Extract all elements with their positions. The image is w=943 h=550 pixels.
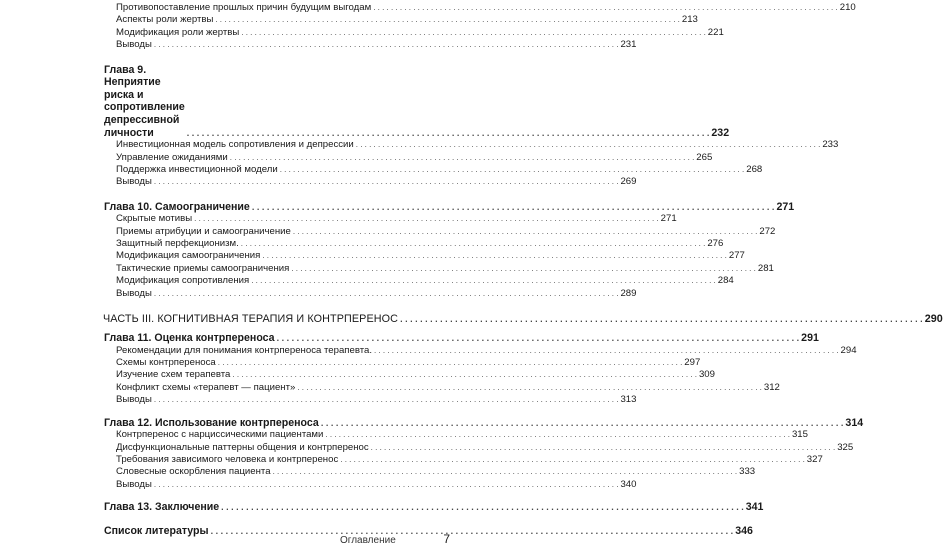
part-page: 290 — [924, 313, 943, 326]
dot-leader — [356, 139, 821, 151]
toc-entry[interactable] — [104, 163, 763, 176]
toc-entry-page: 210 — [839, 2, 856, 13]
chapter-title-line-2: депрессивной личности — [104, 113, 180, 139]
toc-entry-title: Схемы контрпереноса — [116, 357, 216, 368]
toc-entry[interactable] — [104, 39, 637, 51]
toc-entry-title: Модификация роли жертвы — [116, 26, 240, 38]
toc-entry-title: Выводы — [116, 478, 152, 490]
toc-entry-title: Скрытые мотивы — [116, 213, 193, 225]
toc-entry-title: Модификация сопротивления — [116, 275, 250, 287]
toc-entry-page: 276 — [707, 238, 724, 250]
toc-entry-page: 271 — [660, 213, 677, 225]
toc-entry-page: 297 — [684, 357, 701, 368]
toc-entry-title: Приемы атрибуции и самоограничение — [116, 225, 291, 237]
toc-entry-title: Поддержка инвестиционной модели — [116, 163, 278, 175]
dot-leader — [277, 332, 800, 345]
toc-entry[interactable] — [104, 262, 774, 275]
toc-entry-title: Конфликт схемы «терапевт — пациент» — [116, 381, 296, 393]
toc-entry[interactable] — [104, 139, 839, 151]
toc-entry-page: 265 — [696, 151, 713, 163]
toc-chapter-9[interactable] — [104, 63, 730, 140]
toc-entry-title: Требования зависимого человека и контрперенос — [116, 453, 339, 465]
part-title — [103, 313, 398, 326]
toc-entry-page: 333 — [739, 466, 756, 478]
dot-leader — [400, 313, 923, 326]
table-of-contents — [103, 2, 943, 537]
toc-entry-page: 269 — [620, 176, 637, 188]
toc-entry-page: 289 — [620, 287, 637, 299]
toc-entry-page: 281 — [757, 262, 774, 274]
dot-leader — [373, 2, 838, 14]
toc-entry[interactable] — [104, 275, 734, 287]
dot-leader — [187, 127, 710, 140]
toc-entry-title: Рекомендации для понимания контрпереноса терапевта. — [116, 344, 372, 356]
toc-entry-title: Тактические приемы самоограничения — [116, 262, 290, 274]
toc-entry-title: Противопоставление прошлых причин будущим выгодам — [116, 2, 372, 13]
dot-leader — [232, 369, 697, 381]
dot-leader — [291, 263, 756, 275]
chapter-page: 314 — [845, 416, 864, 429]
dot-leader — [154, 479, 619, 491]
dot-leader — [154, 288, 619, 300]
toc-entry[interactable] — [104, 357, 701, 369]
footer-label: Оглавление — [340, 535, 396, 546]
toc-entry[interactable] — [104, 213, 677, 225]
toc-entry-page: 312 — [763, 381, 780, 393]
chapter-title — [104, 64, 185, 140]
toc-entry-page: 213 — [681, 14, 698, 26]
toc-entry[interactable] — [104, 2, 856, 14]
dot-leader — [325, 429, 790, 441]
toc-entry[interactable] — [104, 344, 857, 357]
toc-entry-page: 268 — [746, 163, 763, 175]
toc-entry[interactable] — [104, 429, 808, 441]
toc-entry-page: 325 — [837, 441, 854, 453]
chapter-page: 291 — [801, 332, 819, 345]
toc-entry[interactable] — [104, 238, 724, 250]
toc-entry[interactable] — [104, 14, 698, 26]
toc-chapter-11[interactable] — [104, 332, 819, 345]
chapter-title: Глава 11. Оценка контрпереноса — [104, 332, 275, 345]
chapter-page: 341 — [745, 501, 764, 514]
toc-entry[interactable] — [104, 441, 854, 454]
dot-leader — [221, 501, 744, 514]
dot-leader — [215, 14, 680, 26]
toc-entry-title: Выводы — [116, 287, 152, 299]
toc-chapter-12[interactable] — [104, 416, 864, 430]
toc-entry[interactable] — [104, 287, 637, 300]
dot-leader — [321, 417, 844, 430]
page-footer — [340, 532, 450, 546]
dot-leader — [371, 442, 836, 454]
toc-entry-title: Выводы — [116, 394, 152, 406]
chapter-title: Глава 13. Заключение — [104, 501, 220, 514]
toc-entry-title: Инвестиционная модель сопротивления и депрессии — [116, 139, 354, 151]
dot-leader — [230, 152, 695, 164]
toc-entry-page: 233 — [822, 139, 839, 151]
dot-leader — [241, 238, 706, 250]
toc-entry-page: 272 — [759, 225, 776, 237]
toc-entry-page: 231 — [620, 39, 637, 51]
toc-entry-title: Изучение схем терапевта — [116, 369, 231, 381]
dot-leader — [293, 226, 758, 238]
toc-entry-title: Выводы — [116, 39, 152, 51]
toc-entry[interactable] — [104, 176, 637, 188]
part-prefix: ЧАСТЬ III. — [103, 313, 155, 326]
toc-entry-page: 277 — [728, 250, 745, 262]
toc-entry-page: 340 — [620, 478, 637, 490]
toc-part-3[interactable] — [103, 313, 943, 326]
toc-entry-title: Словесные оскорбления пациента — [116, 466, 271, 478]
dot-leader — [154, 39, 619, 51]
dot-leader — [194, 213, 659, 225]
chapter-title-line-1: Глава 9. Неприятие риска и сопротивление — [104, 63, 185, 114]
toc-entry-page: 284 — [717, 275, 734, 287]
toc-entry-title: Управление ожиданиями — [116, 151, 228, 163]
toc-chapter-13[interactable] — [104, 501, 764, 514]
toc-entry[interactable] — [104, 26, 724, 39]
dot-leader — [154, 176, 619, 188]
chapter-title: Глава 10. Самоограничение — [104, 200, 250, 213]
toc-entry[interactable] — [104, 250, 745, 262]
toc-entry-page: 315 — [791, 429, 808, 441]
part-name: КОГНИТИВНАЯ ТЕРАПИЯ И КОНТРПЕРЕНОС — [157, 313, 399, 326]
dot-leader — [154, 394, 619, 406]
toc-entry-title: Модификация самоограничения — [116, 250, 261, 262]
toc-entry[interactable] — [104, 369, 715, 381]
toc-entry[interactable] — [104, 394, 637, 406]
dot-leader — [252, 201, 775, 214]
toc-entry[interactable] — [104, 466, 756, 478]
dot-leader — [251, 275, 716, 287]
toc-entry-page: 327 — [806, 453, 823, 465]
toc-entry[interactable] — [104, 381, 780, 394]
toc-chapter-10[interactable] — [104, 200, 795, 214]
page-number: 7 — [443, 532, 450, 546]
dot-leader — [211, 525, 734, 538]
bibliography-title: Список литературы — [104, 524, 209, 537]
toc-entry[interactable] — [104, 478, 637, 491]
toc-entry[interactable] — [104, 225, 776, 238]
chapter-page: 232 — [711, 126, 730, 139]
toc-entry[interactable] — [104, 453, 823, 466]
toc-entry-page: 221 — [707, 26, 724, 38]
dot-leader — [297, 382, 762, 394]
dot-leader — [218, 357, 683, 369]
toc-entry-title: Дисфункциональные паттерны общения и контрперенос — [116, 441, 369, 453]
dot-leader — [273, 466, 738, 478]
dot-leader — [280, 164, 745, 176]
toc-entry-title: Выводы — [116, 176, 152, 188]
chapter-title: Глава 12. Использование контрпереноса — [104, 416, 319, 429]
toc-entry-title: Аспекты роли жертвы — [116, 14, 214, 26]
bibliography-page: 346 — [735, 524, 753, 537]
chapter-page: 271 — [776, 200, 795, 213]
toc-entry-page: 313 — [620, 394, 637, 406]
dot-leader — [340, 454, 805, 466]
toc-entry-title: Защитный перфекционизм. — [116, 238, 239, 250]
toc-entry[interactable] — [104, 151, 713, 164]
toc-entry-page: 294 — [840, 344, 857, 356]
dot-leader — [374, 345, 839, 357]
toc-entry-page: 309 — [698, 369, 715, 381]
dot-leader — [262, 250, 727, 262]
toc-entry-title: Контрперенос с нарциссическими пациентами — [116, 429, 324, 441]
dot-leader — [241, 27, 706, 39]
